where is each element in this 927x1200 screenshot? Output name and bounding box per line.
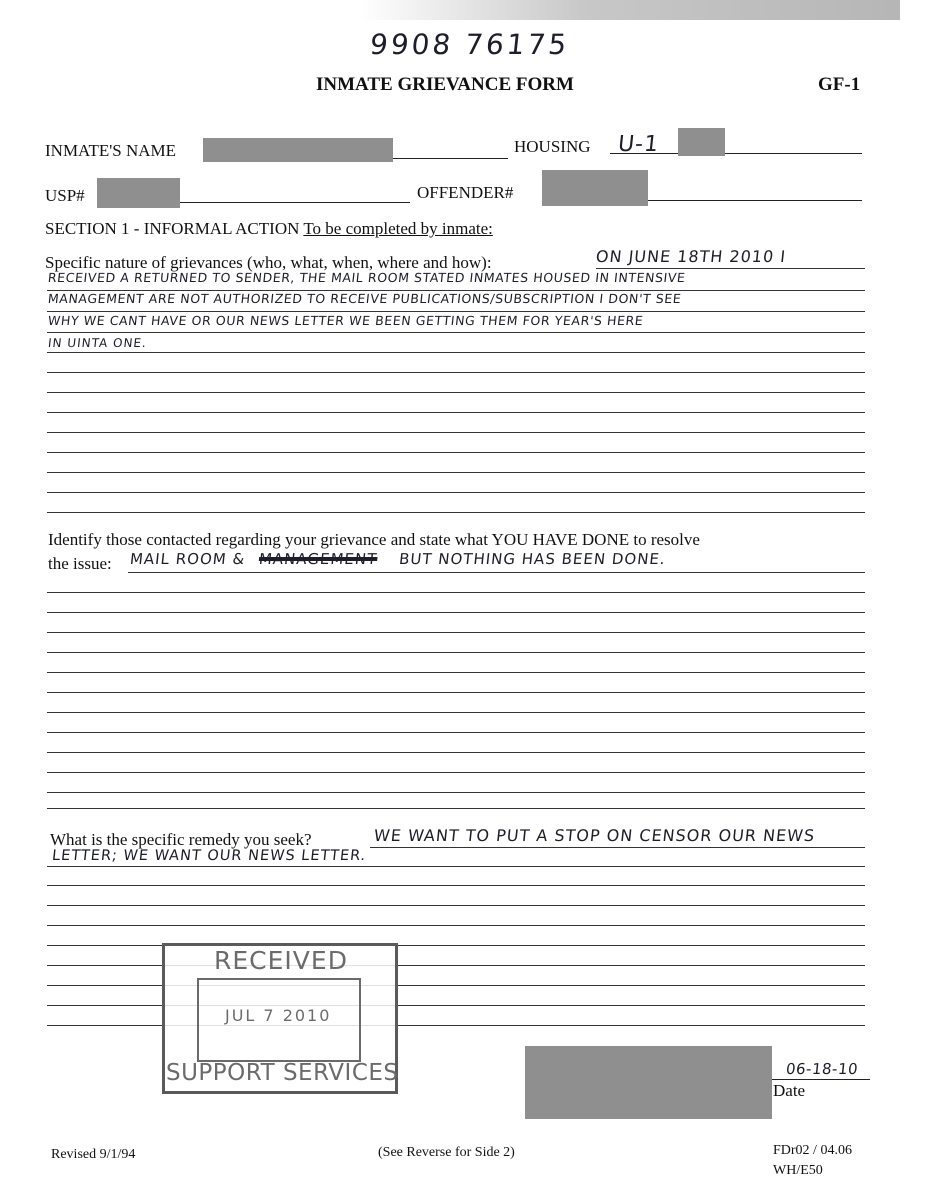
q1-rule [596, 268, 865, 269]
q2-rule [47, 712, 865, 713]
form-title: INMATE GRIEVANCE FORM [316, 74, 574, 95]
q2-answer [129, 550, 667, 568]
q2-rule [128, 572, 865, 573]
q2-answer-part-a: MAIL ROOM & [129, 550, 247, 568]
stamp-date: JUL 7 2010 [225, 1006, 332, 1025]
q2-rule [47, 692, 865, 693]
usp-redaction [97, 178, 180, 208]
q1-rule [47, 352, 865, 353]
q1-rule [47, 452, 865, 453]
q2-rule [47, 612, 865, 613]
section1-note: To be completed by inmate: [303, 219, 493, 238]
q1-answer-line-1: ON JUNE 18TH 2010 I [595, 247, 788, 266]
form-code: GF-1 [818, 74, 861, 95]
scan-edge-shading [0, 0, 900, 20]
inmate-name-label: INMATE'S NAME [45, 141, 177, 160]
q3-answer-line-2: LETTER; WE WANT OUR NEWS LETTER. [51, 848, 368, 864]
inmate-name-redaction [203, 138, 393, 162]
footer-revised: Revised 9/1/94 [51, 1147, 136, 1162]
q2-rule [47, 732, 865, 733]
housing-value: U-1 [616, 132, 661, 157]
handwritten-doc-number: 9908 76175 [368, 28, 571, 61]
offender-label: OFFENDER# [417, 183, 514, 202]
q1-label: Specific nature of grievances (who, what, when, where and how): [45, 253, 492, 272]
q3-rule [47, 905, 865, 906]
q1-rule [47, 392, 865, 393]
q1-rule [47, 432, 865, 433]
q3-label: What is the specific remedy you seek? [50, 830, 312, 849]
q3-rule [370, 847, 865, 848]
offender-redaction [542, 170, 648, 206]
q3-rule [47, 866, 865, 867]
q1-answer-line-2: RECEIVED A RETURNED TO SENDER, THE MAIL ROOM STATED INMATES HOUSED IN INTENSIVE [47, 270, 687, 285]
q1-rule [47, 472, 865, 473]
footer-code-line-2: WH/E50 [773, 1163, 823, 1178]
q2-answer-part-b: BUT NOTHING HAS BEEN DONE. [398, 550, 667, 568]
stamp-received-text: RECEIVED [214, 946, 348, 975]
q1-rule [47, 332, 865, 333]
q1-answer-line-5: IN UINTA ONE. [47, 336, 148, 350]
q2-rule [47, 592, 865, 593]
date-value: 06-18-10 [785, 1060, 860, 1078]
q1-answer-line-3: MANAGEMENT ARE NOT AUTHORIZED TO RECEIVE PUBLICATIONS/SUBSCRIPTION I DON'T SEE [47, 291, 683, 306]
q2-rule [47, 792, 865, 793]
q2-rule [47, 652, 865, 653]
q1-answer-line-4: WHY WE CANT HAVE OR OUR NEWS LETTER WE BEEN GETTING THEM FOR YEAR'S HERE [47, 313, 645, 328]
stamp-support-services: SUPPORT SERVICES [166, 1060, 399, 1086]
housing-redaction [678, 128, 725, 156]
q1-rule [47, 372, 865, 373]
date-line [772, 1062, 870, 1080]
housing-label: HOUSING [514, 137, 591, 156]
section1-heading [45, 219, 493, 239]
usp-label: USP# [45, 186, 85, 205]
section1-title: SECTION 1 - INFORMAL ACTION [45, 219, 300, 238]
q2-rule [47, 752, 865, 753]
q1-rule [47, 492, 865, 493]
q3-rule [47, 885, 865, 886]
q2-rule [47, 772, 865, 773]
q2-label-line-1: Identify those contacted regarding your grievance and state what YOU HAVE DONE to resolve [48, 530, 700, 549]
q1-rule [47, 412, 865, 413]
q1-rule [47, 512, 865, 513]
footer-code-line-1: FDr02 / 04.06 [773, 1143, 852, 1158]
q1-rule [47, 311, 865, 312]
q2-label-line-2: the issue: [48, 554, 112, 573]
q3-rule [47, 925, 865, 926]
footer-reverse-note: (See Reverse for Side 2) [378, 1145, 515, 1160]
q1-rule [47, 290, 865, 291]
q2-rule [47, 808, 865, 809]
q2-answer-struck: MANAGEMENT [258, 550, 379, 568]
q2-rule [47, 672, 865, 673]
date-label: Date [773, 1081, 806, 1100]
signature-redaction [525, 1046, 772, 1119]
q3-answer-line-1: WE WANT TO PUT A STOP ON CENSOR OUR NEWS [373, 826, 817, 845]
q2-rule [47, 632, 865, 633]
